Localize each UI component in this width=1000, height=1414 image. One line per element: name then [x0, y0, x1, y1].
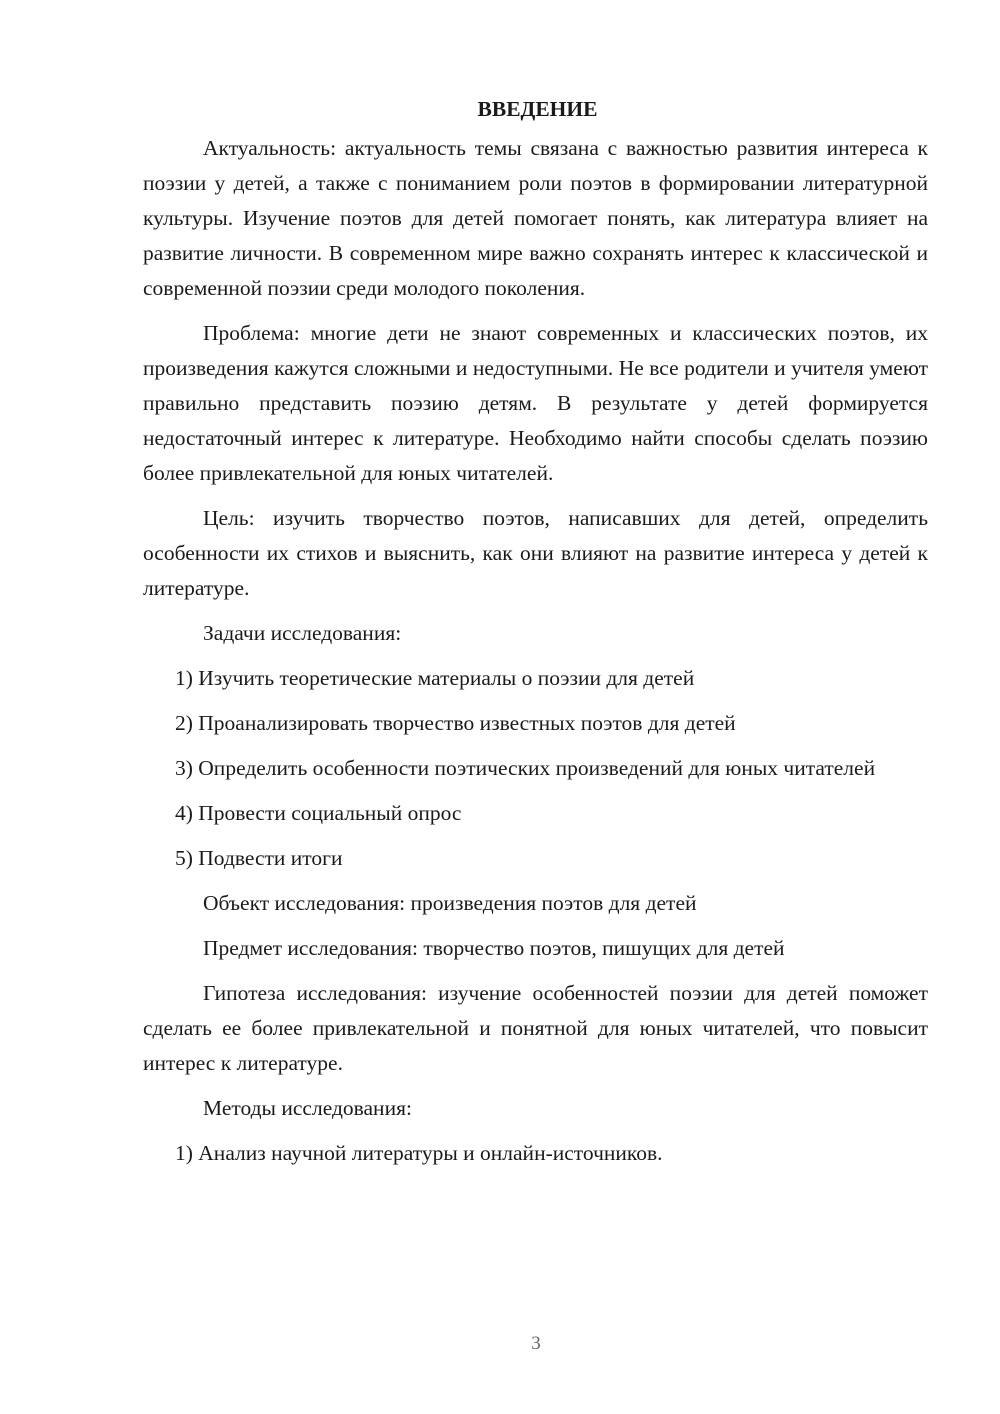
- list-item-task-4: 4) Провести социальный опрос: [175, 801, 462, 825]
- paragraph-hypothesis: Гипотеза исследования: изучение особенностей поэзии для детей поможет сделать ее более привлекательной и понятной для юных читателей, что повысит интерес к литературе.: [143, 981, 928, 1075]
- paragraph-subject: Предмет исследования: творчество поэтов, пишущих для детей: [203, 936, 785, 960]
- paragraph-relevance: Актуальность: актуальность темы связана с важностью развития интереса к поэзии у детей, а также с пониманием роли поэтов в формировании литературной культуры. Изучение поэтов для детей помогает понять, как литература влияет на развитие личности. В современном мире важно сохранять интерес к классической и современной поэзии среди молодого поколения.: [143, 136, 928, 300]
- paragraph-object: Объект исследования: произведения поэтов для детей: [203, 891, 697, 915]
- paragraph-problem: Проблема: многие дети не знают современных и классических поэтов, их произведения кажутся сложными и недоступными. Не все родители и учителя умеют правильно представить поэзию детям. В результате у детей формируется недостаточный интерес к литературе. Необходимо найти способы сделать поэзию более привлекательной для юных читателей.: [143, 321, 928, 485]
- paragraph-methods-heading: Методы исследования:: [203, 1096, 412, 1120]
- section-title: ВВЕДЕНИЕ: [477, 97, 598, 121]
- page-number: 3: [531, 1333, 541, 1354]
- paragraph-tasks-heading: Задачи исследования:: [203, 621, 402, 645]
- list-item-method-1: 1) Анализ научной литературы и онлайн-источников.: [175, 1141, 663, 1165]
- list-item-task-2: 2) Проанализировать творчество известных поэтов для детей: [175, 711, 736, 735]
- document-page: [143, 92, 928, 1181]
- list-item-task-5: 5) Подвести итоги: [175, 846, 343, 870]
- list-item-task-1: 1) Изучить теоретические материалы о поэзии для детей: [175, 666, 695, 690]
- paragraph-goal: Цель: изучить творчество поэтов, написавших для детей, определить особенности их стихов и выяснить, как они влияют на развитие интереса у детей к литературе.: [143, 506, 928, 600]
- list-item-task-3: 3) Определить особенности поэтических произведений для юных читателей: [175, 756, 876, 780]
